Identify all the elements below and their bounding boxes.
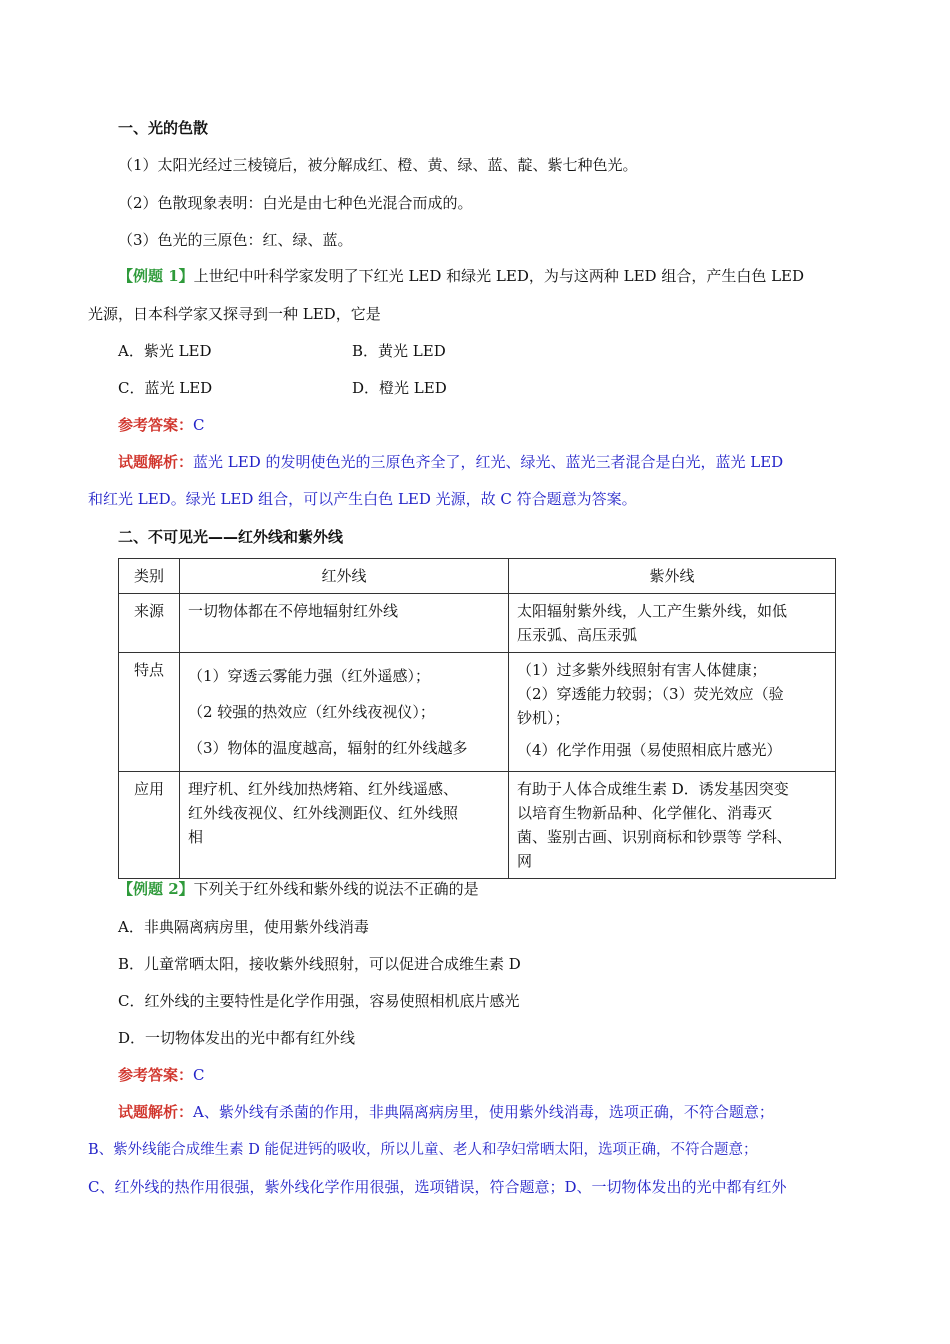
section2-heading: 二、不可见光——红外线和紫外线 bbox=[118, 528, 344, 546]
section1-point-1: （1）太阳光经过三棱镜后，被分解成红、橙、黄、绿、蓝、靛、紫七种色光。 bbox=[118, 156, 638, 174]
section1-point-2: （2）色散现象表明：白光是由七种色光混合而成的。 bbox=[118, 194, 473, 212]
table-row-source bbox=[119, 594, 836, 653]
example1-answer-label: 参考答案： bbox=[118, 416, 194, 434]
example2-analysis-label: 试题解析： bbox=[118, 1103, 194, 1121]
table-cell-ir bbox=[180, 594, 509, 653]
ir-uv-table bbox=[118, 558, 836, 879]
example2-answer-value: C bbox=[193, 1066, 205, 1084]
example2-answer-label: 参考答案： bbox=[118, 1066, 194, 1084]
example1-analysis-text1: 蓝光 LED 的发明使色光的三原色齐全了，红光、绿光、蓝光三者混合是白光，蓝光 LED bbox=[193, 453, 784, 471]
cell-line: （4）化学作用强（易使照相底片感光） bbox=[517, 741, 782, 759]
example2-question bbox=[118, 879, 479, 899]
table-cell-ir bbox=[180, 772, 509, 879]
example1-option-a: A．紫光 LED bbox=[118, 342, 212, 360]
cell-line: 相 bbox=[188, 828, 204, 846]
cell-line: 太阳辐射紫外线，人工产生紫外线，如低 bbox=[517, 602, 788, 620]
cell-line: （3）物体的温度越高，辐射的红外线越多 bbox=[188, 739, 468, 757]
cell-line: 红外线夜视仪、红外线测距仪、红外线照 bbox=[188, 804, 459, 822]
table-row-label: 应用 bbox=[119, 772, 180, 879]
cell-line: 有助于人体合成维生素 D．诱发基因突变 bbox=[517, 780, 789, 798]
example1-analysis-line2: 和红光 LED。绿光 LED 组合，可以产生白色 LED 光源，故 C 符合题意为答案。 bbox=[88, 490, 637, 508]
table-row-label: 来源 bbox=[119, 594, 180, 653]
example1-question-line2: 光源，日本科学家又探寻到一种 LED，它是 bbox=[88, 305, 381, 323]
example2-option-a: A．非典隔离病房里，使用紫外线消毒 bbox=[118, 918, 369, 936]
cell-line: （2 较强的热效应（红外线夜视仪）； bbox=[188, 703, 435, 721]
cell-line: 网 bbox=[517, 852, 533, 870]
example2-answer bbox=[118, 1065, 205, 1085]
example1-question-line1: 上世纪中叶科学家发明了下红光 LED 和绿光 LED，为与这两种 LED 组合，产生白色 LED bbox=[193, 267, 805, 285]
table-header-ultraviolet: 紫外线 bbox=[509, 559, 836, 594]
section1-point-3: （3）色光的三原色：红、绿、蓝。 bbox=[118, 231, 353, 249]
cell-line: （2）穿透能力较弱；（3）荧光效应（验 bbox=[517, 685, 784, 703]
cell-line: 菌、鉴别古画、识别商标和钞票等 学科、 bbox=[517, 828, 792, 846]
example2-option-c: C．红外线的主要特性是化学作用强，容易使照相机底片感光 bbox=[118, 992, 520, 1010]
cell-line: 一切物体都在不停地辐射红外线 bbox=[188, 602, 399, 620]
cell-line: 钞机）； bbox=[517, 709, 570, 727]
example2-label: 【例题 2】 bbox=[118, 880, 194, 898]
table-header-category: 类别 bbox=[119, 559, 180, 594]
cell-line: （1）过多紫外线照射有害人体健康； bbox=[517, 661, 767, 679]
table-header-row bbox=[119, 559, 836, 594]
cell-line: 理疗机、红外线加热烤箱、红外线遥感、 bbox=[188, 780, 459, 798]
example1-analysis-line1 bbox=[118, 452, 783, 472]
example2-analysis-line1 bbox=[118, 1102, 774, 1122]
table-row-label: 特点 bbox=[119, 653, 180, 772]
example1-option-b: B．黄光 LED bbox=[352, 342, 446, 360]
example1-answer bbox=[118, 415, 205, 435]
example1-label: 【例题 1】 bbox=[118, 267, 194, 285]
example2-analysis-text1: A、紫外线有杀菌的作用，非典隔离病房里，使用紫外线消毒，选项正确，不符合题意； bbox=[193, 1103, 774, 1121]
example1-analysis-label: 试题解析： bbox=[118, 453, 194, 471]
section1-heading: 一、光的色散 bbox=[118, 119, 209, 137]
example2-option-d: D．一切物体发出的光中都有红外线 bbox=[118, 1029, 356, 1047]
cell-line: 以培育生物新品种、化学催化、消毒灭 bbox=[517, 804, 773, 822]
example1-option-c: C．蓝光 LED bbox=[118, 379, 213, 397]
table-cell-ir bbox=[180, 653, 509, 772]
example2-analysis-line2: B、紫外线能合成维生素 D 能促进钙的吸收，所以儿童、老人和孕妇常晒太阳，选项正确，不符合题意； bbox=[88, 1142, 758, 1158]
example1-answer-value: C bbox=[193, 416, 205, 434]
example1-question bbox=[118, 266, 804, 286]
table-cell-uv bbox=[509, 594, 836, 653]
example1-option-d: D．橙光 LED bbox=[352, 379, 447, 397]
table-row-applications bbox=[119, 772, 836, 879]
example2-question-text: 下列关于红外线和紫外线的说法不正确的是 bbox=[193, 880, 479, 898]
example2-analysis-line3: C、红外线的热作用很强，紫外线化学作用很强，选项错误，符合题意；D、一切物体发出的光中都有红外 bbox=[88, 1178, 787, 1196]
table-row-features bbox=[119, 653, 836, 772]
example2-option-b: B．儿童常晒太阳，接收紫外线照射，可以促进合成维生素 D bbox=[118, 955, 521, 973]
cell-line: （1）穿透云雾能力强（红外遥感）； bbox=[188, 667, 431, 685]
cell-line: 压汞弧、高压汞弧 bbox=[517, 626, 638, 644]
table-header-infrared: 红外线 bbox=[180, 559, 509, 594]
table-cell-uv bbox=[509, 653, 836, 772]
table-cell-uv bbox=[509, 772, 836, 879]
